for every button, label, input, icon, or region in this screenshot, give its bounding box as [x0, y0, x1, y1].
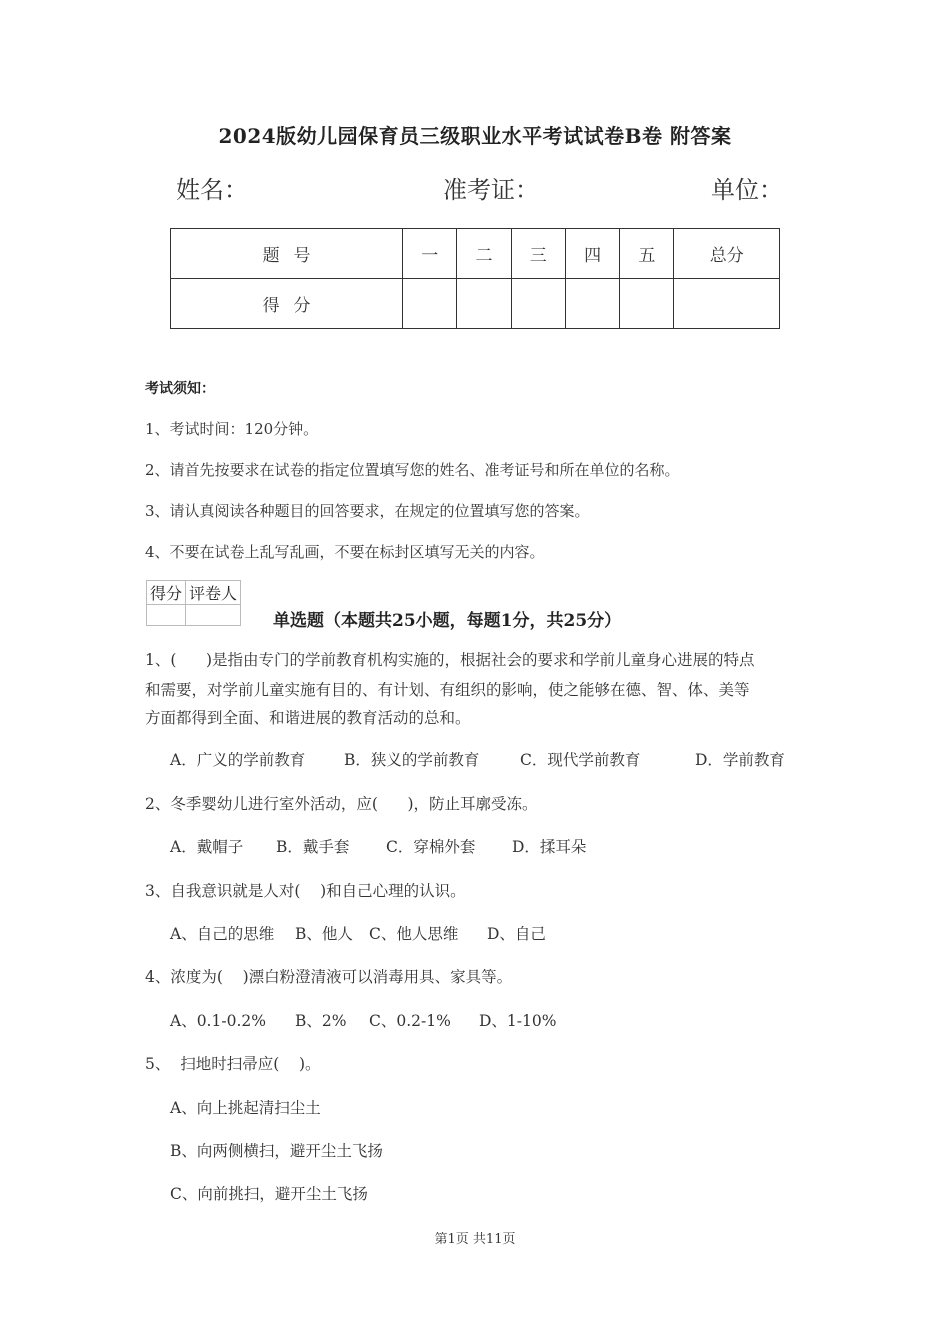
- score-cell[interactable]: [457, 279, 511, 329]
- question-number-label: 题号: [171, 229, 403, 279]
- notice-item: 3、请认真阅读各种题目的回答要求，在规定的位置填写您的答案。: [145, 502, 590, 520]
- question-text: 4、浓度为( )漂白粉澄清液可以消毒用具、家具等。: [145, 968, 513, 986]
- score-table-score-row: [171, 279, 780, 329]
- option-a[interactable]: A、0.1-0.2%: [170, 1012, 266, 1030]
- notice-item: 2、请首先按要求在试卷的指定位置填写您的姓名、准考证号和所在单位的名称。: [145, 461, 680, 479]
- question-text: 3、自我意识就是人对( )和自己心理的认识。: [145, 882, 466, 900]
- exam-id-field-label: 准考证：: [443, 176, 539, 204]
- notice-item: 4、不要在试卷上乱写乱画，不要在标封区填写无关的内容。: [145, 543, 545, 561]
- score-cell[interactable]: [403, 279, 457, 329]
- grader-score-cell[interactable]: [147, 605, 186, 626]
- score-cell[interactable]: [674, 279, 780, 329]
- option-b[interactable]: B．戴手套: [276, 838, 350, 856]
- option-c[interactable]: C、他人思维: [369, 925, 459, 943]
- score-cell[interactable]: [620, 279, 674, 329]
- score-label: 得分: [171, 279, 403, 329]
- column-header: 一: [403, 229, 457, 279]
- question-text: 和需要，对学前儿童实施有目的、有计划、有组织的影响，使之能够在德、智、体、美等: [145, 681, 750, 699]
- option-c[interactable]: C、0.2-1%: [369, 1012, 451, 1030]
- option-b[interactable]: B、向两侧横扫，避开尘土飞扬: [170, 1142, 383, 1160]
- grader-box: [146, 580, 241, 626]
- option-b[interactable]: B、2%: [295, 1012, 347, 1030]
- name-field-label: 姓名：: [176, 176, 248, 204]
- column-header: 四: [565, 229, 619, 279]
- option-b[interactable]: B、他人: [295, 925, 353, 943]
- option-b[interactable]: B．狭义的学前教育: [344, 751, 480, 769]
- option-a[interactable]: A．广义的学前教育: [170, 751, 306, 769]
- option-d[interactable]: D．揉耳朵: [512, 838, 587, 856]
- option-a[interactable]: A．戴帽子: [170, 838, 244, 856]
- notice-heading: 考试须知：: [145, 381, 215, 397]
- notice-item: 1、考试时间：120分钟。: [145, 420, 319, 438]
- question-text: 1、( )是指由专门的学前教育机构实施的，根据社会的要求和学前儿童身心进展的特点: [145, 651, 755, 669]
- option-a[interactable]: A、向上挑起清扫尘土: [170, 1099, 321, 1117]
- option-d[interactable]: D．学前教育: [695, 751, 785, 769]
- grader-name-label: 评卷人: [186, 581, 241, 605]
- score-table-header-row: [171, 229, 780, 279]
- page-footer: 第1页 共11页: [434, 1232, 516, 1247]
- column-header: 二: [457, 229, 511, 279]
- question-text: 2、冬季婴幼儿进行室外活动，应( )，防止耳廓受冻。: [145, 795, 538, 813]
- option-d[interactable]: D、自己: [487, 925, 546, 943]
- column-header: 总分: [674, 229, 780, 279]
- unit-field-label: 单位：: [711, 176, 783, 204]
- option-c[interactable]: C、向前挑扫，避开尘土飞扬: [170, 1185, 368, 1203]
- score-cell[interactable]: [565, 279, 619, 329]
- option-c[interactable]: C．穿棉外套: [386, 838, 476, 856]
- grader-score-label: 得分: [147, 581, 186, 605]
- column-header: 三: [511, 229, 565, 279]
- column-header: 五: [620, 229, 674, 279]
- question-text: 5、 扫地时扫帚应( )。: [145, 1055, 321, 1073]
- option-d[interactable]: D、1-10%: [479, 1012, 557, 1030]
- exam-title: 2024版幼儿园保育员三级职业水平考试试卷B卷 附答案: [218, 124, 732, 148]
- option-c[interactable]: C．现代学前教育: [520, 751, 641, 769]
- section-title: 单选题（本题共25小题，每题1分，共25分）: [273, 611, 622, 631]
- score-table: [170, 228, 780, 329]
- question-text: 方面都得到全面、和谐进展的教育活动的总和。: [145, 709, 471, 727]
- option-a[interactable]: A、自己的思维: [170, 925, 275, 943]
- score-cell[interactable]: [511, 279, 565, 329]
- grader-name-cell[interactable]: [186, 605, 241, 626]
